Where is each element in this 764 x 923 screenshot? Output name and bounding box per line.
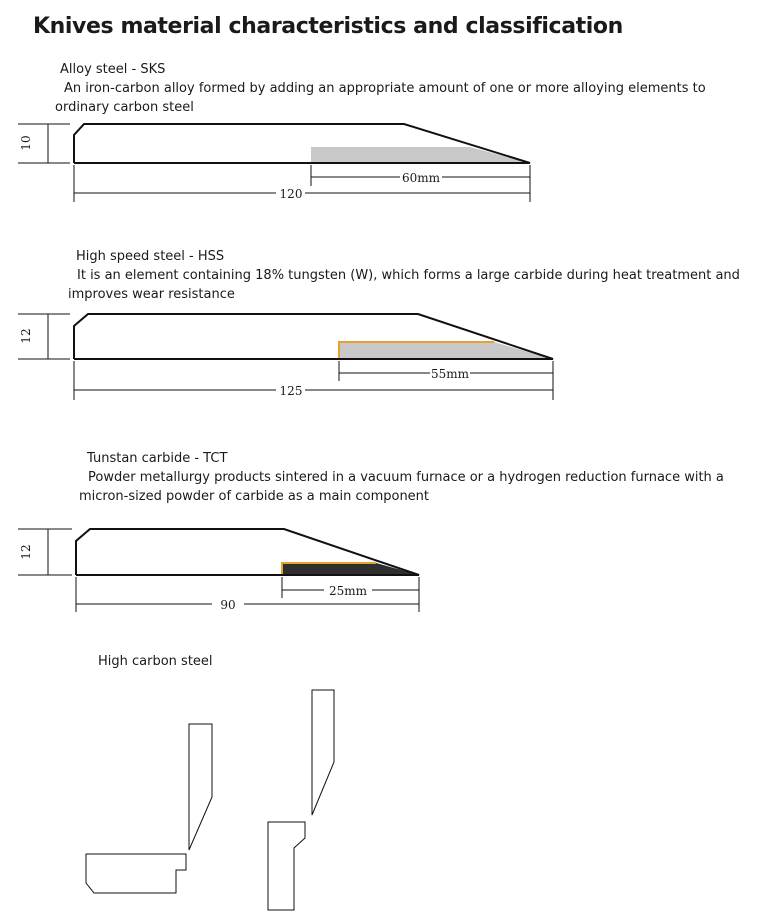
height-label-tct: 12 — [19, 544, 33, 560]
height-label-sks: 10 — [19, 135, 33, 151]
description-line: It is an element containing 18% tungsten (W), which forms a large carbide during heat treatment and — [77, 268, 740, 283]
description-line: micron-sized powder of carbide as a main component — [79, 489, 430, 504]
description-line: ordinary carbon steel — [55, 100, 194, 115]
insert-label-hss: 55mm — [430, 367, 470, 381]
section-name-tct: Tunstan carbide - TCT — [87, 451, 228, 466]
insert-shading — [311, 147, 530, 163]
knife-holder-piece — [268, 822, 305, 910]
knife-blade-piece — [312, 690, 334, 815]
page-title: Knives material characteristics and classification — [33, 14, 623, 39]
description-line: Powder metallurgy products sintered in a vacuum furnace or a hydrogen reduction furnace with a — [88, 470, 724, 485]
height-label-hss: 12 — [19, 328, 33, 344]
section-name-sks: Alloy steel - SKS — [60, 62, 166, 77]
description-line: improves wear resistance — [68, 287, 235, 302]
length-label-sks: 120 — [279, 187, 303, 201]
high-carbon-knife-right — [268, 690, 334, 910]
section-name-high-carbon: High carbon steel — [98, 654, 213, 669]
blade-profile-sks — [74, 124, 530, 163]
blade-profile-tct — [76, 529, 419, 575]
length-label-hss: 125 — [279, 384, 303, 398]
insert-label-sks: 60mm — [401, 171, 441, 185]
description-line: An iron-carbon alloy formed by adding an appropriate amount of one or more alloying elements to — [64, 81, 706, 96]
high-carbon-knife-left — [86, 724, 212, 893]
section-name-hss: High speed steel - HSS — [76, 249, 225, 264]
knife-holder-piece — [86, 854, 186, 893]
length-label-tct: 90 — [220, 598, 236, 612]
knife-blade-piece — [189, 724, 212, 850]
insert-shading — [339, 342, 553, 359]
blade-profile-hss — [74, 314, 553, 359]
insert-label-tct: 25mm — [328, 584, 368, 598]
